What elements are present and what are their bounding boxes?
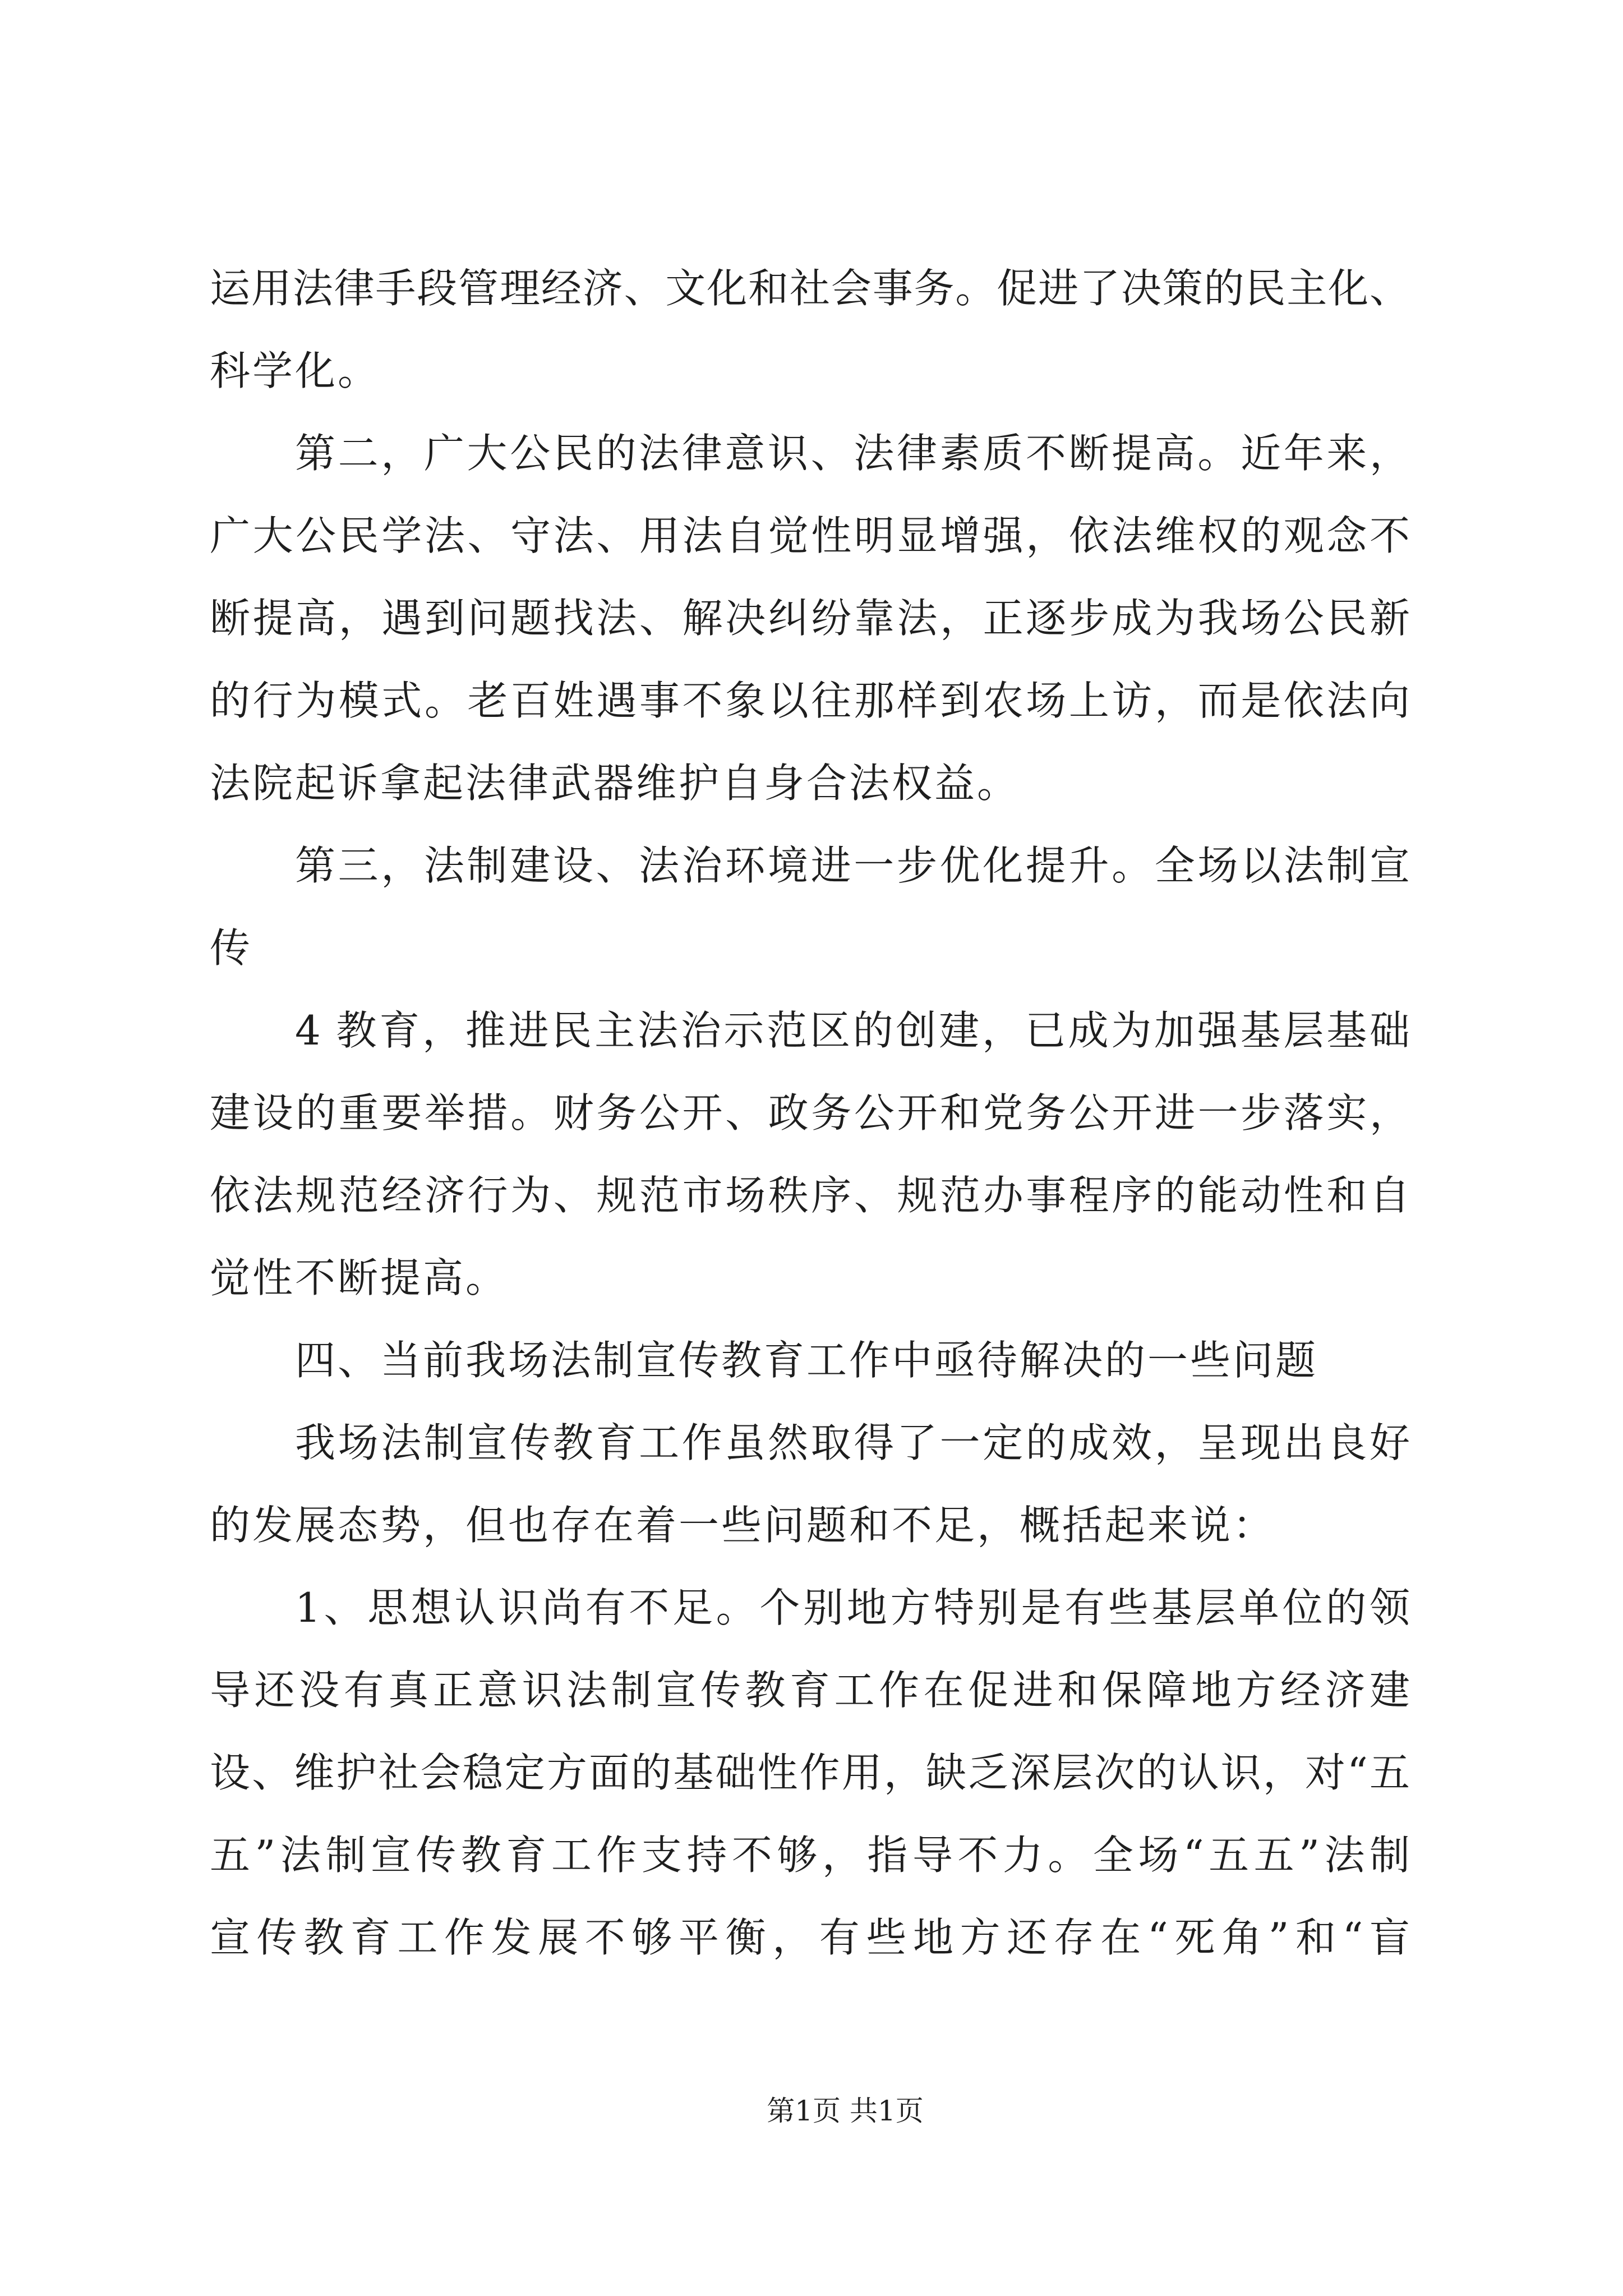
text-line: 依法规范经济行为、规范市场秩序、规范办事程序的能动性和自	[210, 1172, 1410, 1219]
text-line: 宣传教育工作发展不够平衡，有些地方还存在“死角”和“盲	[210, 1914, 1410, 1961]
paragraph	[210, 412, 1410, 825]
paragraph	[210, 1402, 1410, 1567]
text-line: 断提高，遇到问题找法、解决纠纷靠法，正逐步成为我场公民新	[210, 595, 1410, 642]
text-line: 我场法制宣传教育工作虽然取得了一定的成效，呈现出良好	[295, 1419, 1410, 1466]
text-line: 1、思想认识尚有不足。个别地方特别是有些基层单位的领	[295, 1584, 1410, 1631]
text-line: 运用法律手段管理经济、文化和社会事务。促进了决策的民主化、	[210, 265, 1410, 312]
paragraph	[210, 990, 1410, 1319]
text-line: 导还没有真正意识法制宣传教育工作在促进和保障地方经济建	[210, 1667, 1410, 1714]
text-line: 的发展态势，但也存在着一些问题和不足，概括起来说：	[210, 1502, 1276, 1549]
text-line: 科学化。	[210, 347, 381, 394]
text-line: 觉性不断提高。	[210, 1254, 509, 1301]
text-line: 第二，广大公民的法律意识、法律素质不断提高。近年来，	[295, 430, 1410, 477]
text-line: 4 教育，推进民主法治示范区的创建，已成为加强基层基础	[295, 1007, 1410, 1054]
text-line: 设、维护社会稳定方面的基础性作用，缺乏深层次的认识，对“五	[210, 1749, 1410, 1796]
paragraph	[210, 247, 1410, 412]
text-line: 传	[210, 924, 253, 972]
text-line: 的行为模式。老百姓遇事不象以往那样到农场上访，而是依法向	[210, 677, 1410, 724]
text-line: 法院起诉拿起法律武器维护自身合法权益。	[210, 760, 1020, 807]
text-line: 建设的重要举措。财务公开、政务公开和党务公开进一步落实，	[210, 1089, 1410, 1137]
text-line: 五”法制宣传教育工作支持不够，指导不力。全场“五五”法制	[210, 1832, 1410, 1879]
body-text	[210, 247, 1410, 1979]
paragraph	[210, 825, 1410, 990]
text-line: 第三，法制建设、法治环境进一步优化提升。全场以法制宣	[295, 842, 1410, 889]
text-line: 四、当前我场法制宣传教育工作中亟待解决的一些问题	[295, 1337, 1318, 1384]
paragraph	[210, 1567, 1410, 1979]
text-line: 广大公民学法、守法、用法自觉性明显增强，依法维权的观念不	[210, 512, 1410, 559]
page-footer: 第1页 共1页	[767, 2095, 924, 2127]
section-heading	[210, 1319, 1410, 1402]
